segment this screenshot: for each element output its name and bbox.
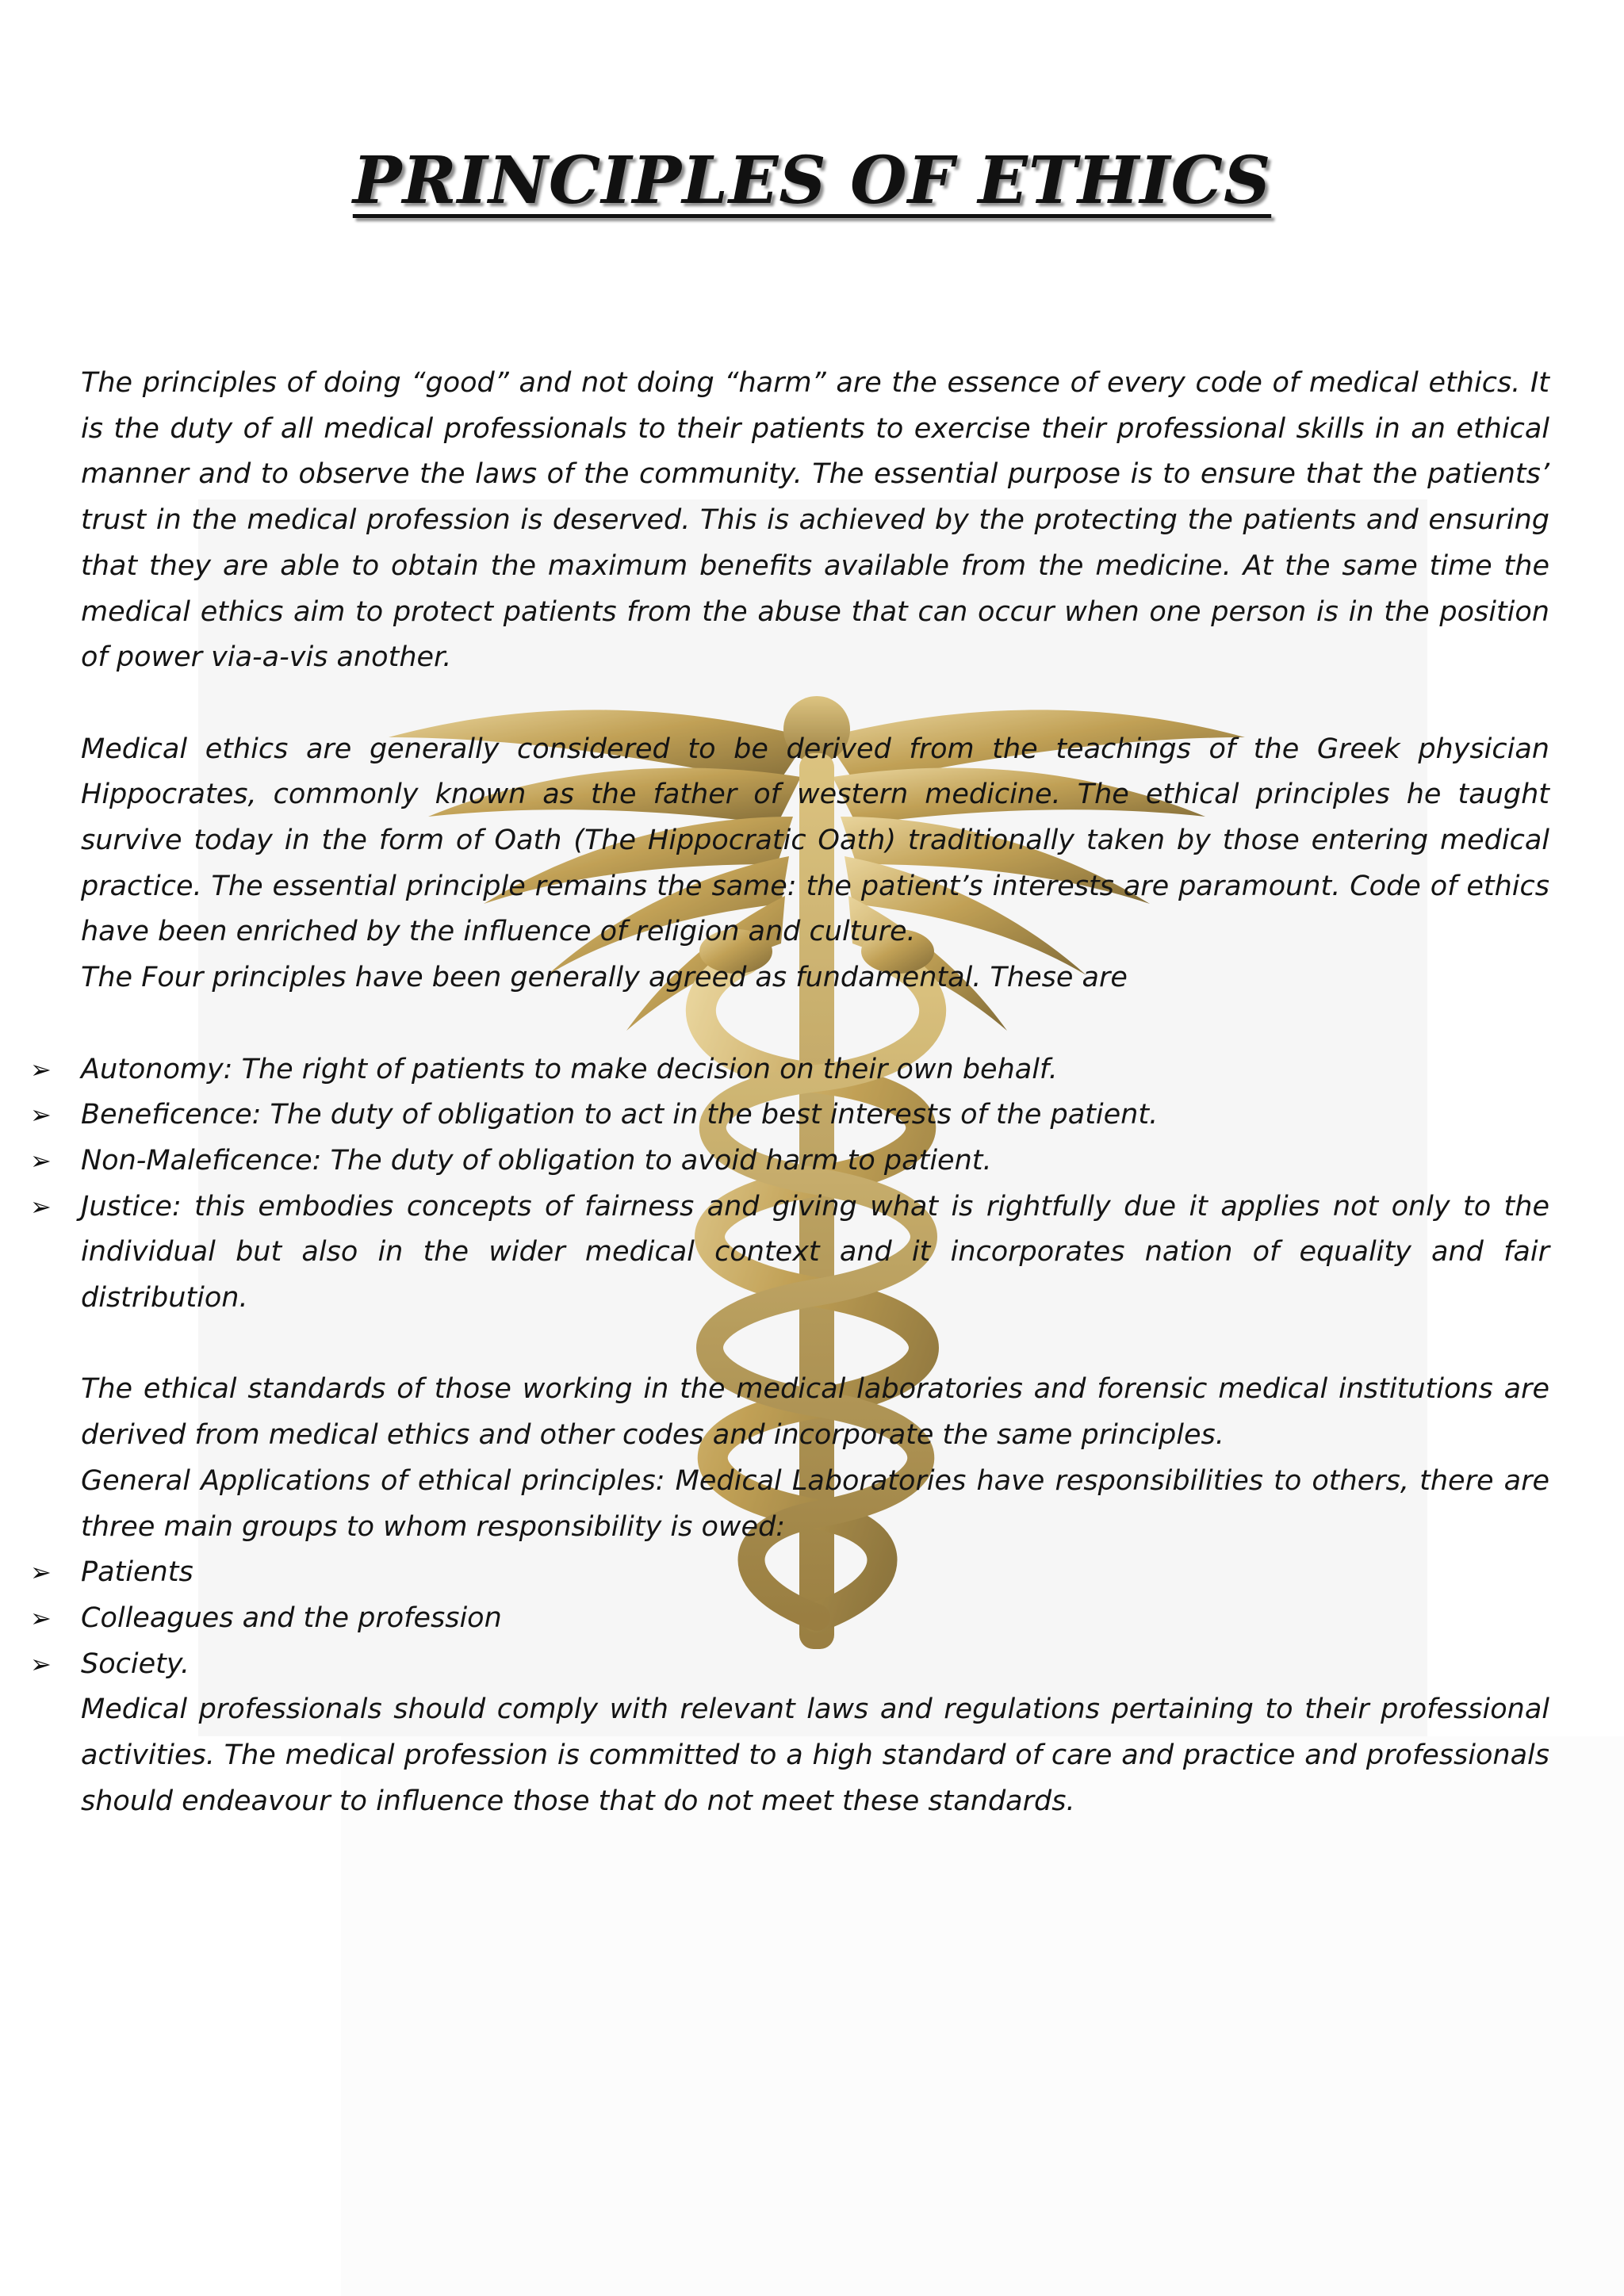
spacer (81, 1001, 1549, 1047)
spacer (81, 681, 1549, 727)
document-body (30, 361, 1549, 1824)
responsibility-groups-list (30, 1550, 1549, 1687)
principles-list (30, 1047, 1549, 1322)
list-item: ➢ Justice: this embodies concepts of fairness and giving what is rightfully due it applies not only to the individual but also in the wider medical context and it incorporates nation of equality and fair distribution. (81, 1184, 1549, 1322)
list-item: ➢ Society. (81, 1642, 1549, 1688)
page-title: PRINCIPLES OF ETHICS (352, 143, 1272, 219)
arrow-bullet-icon: ➢ (30, 1054, 52, 1085)
paragraph-hippocratic-essence: The principles of doing “good” and not doing “harm” are the essence of every code of medical ethics. It is the duty of all medical professionals to their patients to exercise their professional skills in an ethical manner and to observe the laws of the community. The essential purpose is to ensure that the patients’ trust in the medical profession is deserved. This is achieved by the protecting the patients and ensuring that they are able to obtain the maximum benefits available from the medicine. At the same time the medical ethics aim to protect patients from the abuse that can occur when one person is in the position of power via-a-vis another. (81, 367, 1549, 674)
arrow-bullet-icon: ➢ (30, 1191, 52, 1222)
list-item: ➢ Autonomy: The right of patients to make decision on their own behalf. (81, 1047, 1549, 1093)
paragraph-hippocrates: Medical ethics are generally considered to be derived from the teachings of the Greek physician Hippocrates, commonly known as the father of western medicine. The ethical principles he taught survive today in the form of Oath (The Hippocratic Oath) traditionally taken by those entering medical practice. The essential principle remains the same: the patient’s interests are paramount. Code of ethics have been enriched by the influence of religion and culture. (81, 733, 1549, 948)
paragraph-laboratory-standards: The ethical standards of those working in the medical laboratories and forensic medical institutions are derived from medical ethics and other codes and incorporate the same principles. (81, 1373, 1549, 1452)
arrow-bullet-icon: ➢ (30, 1557, 52, 1588)
list-item: ➢ Patients (81, 1550, 1549, 1596)
arrow-bullet-icon: ➢ (30, 1145, 52, 1176)
list-item: ➢ Non-Maleficence: The duty of obligation to avoid harm to patient. (81, 1138, 1549, 1184)
spacer (81, 1322, 1549, 1368)
paragraph-general-applications: General Applications of ethical principles: Medical Laboratories have responsibilities to others, there are three main groups to whom responsibility is owed: (81, 1464, 1549, 1543)
arrow-bullet-icon: ➢ (30, 1648, 52, 1679)
arrow-bullet-icon: ➢ (30, 1602, 52, 1633)
arrow-bullet-icon: ➢ (30, 1100, 52, 1131)
paragraph-compliance: Medical professionals should comply with relevant laws and regulations pertaining to their professional activities. The medical profession is committed to a high standard of care and practice and professionals should endeavour to influence those that do not meet these standards. (81, 1693, 1549, 1817)
list-item: ➢ Colleagues and the profession (81, 1596, 1549, 1642)
list-item: ➢ Beneficence: The duty of obligation to act in the best interests of the patient. (81, 1093, 1549, 1138)
paragraph-four-principles-intro: The Four principles have been generally agreed as fundamental. These are (81, 962, 1128, 994)
